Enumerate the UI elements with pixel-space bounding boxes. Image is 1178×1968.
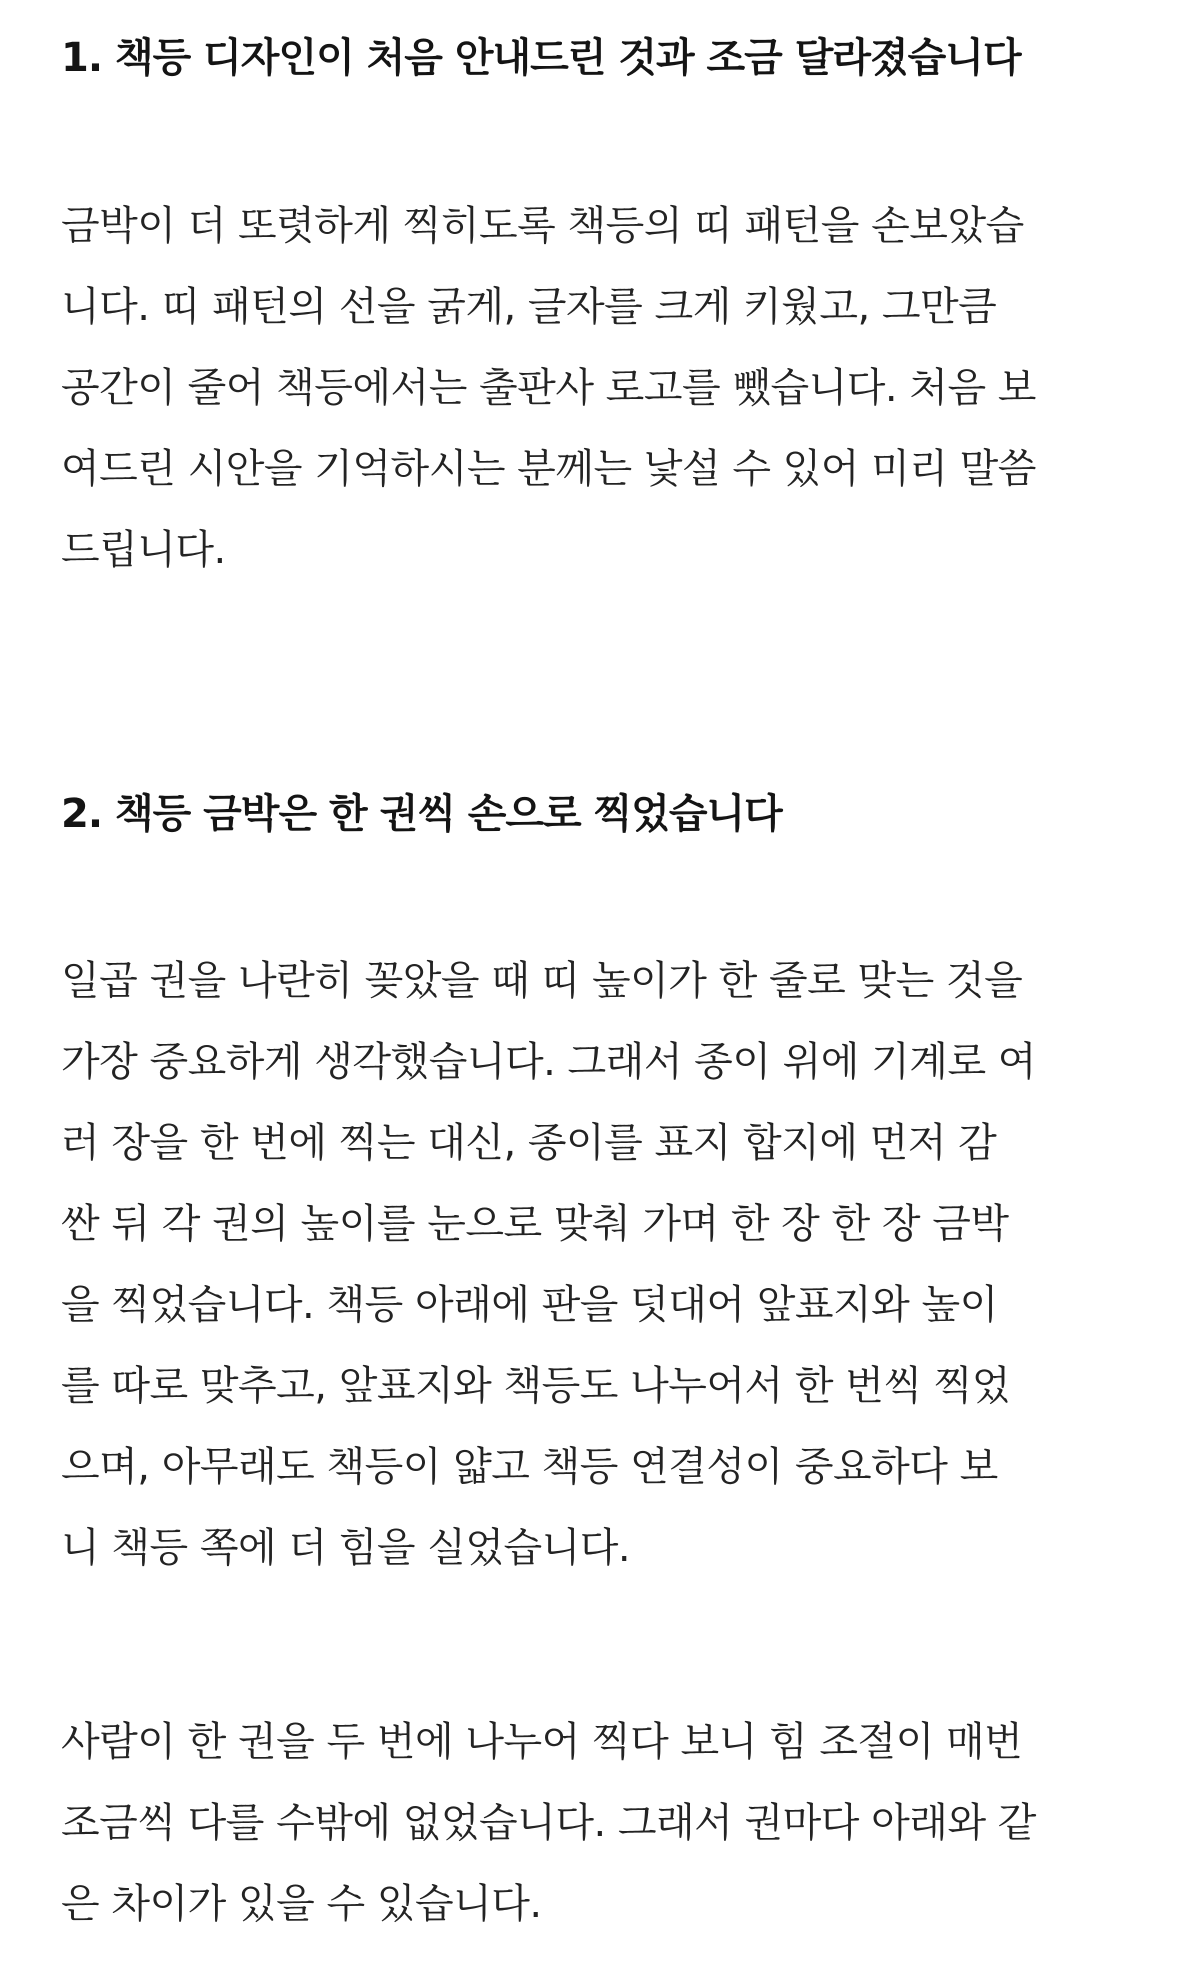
text-line: 으며, 아무래도 책등이 얇고 책등 연결성이 중요하다 보	[61, 1444, 998, 1490]
text-line: 사람이 한 권을 두 번에 나누어 찍다 보니 힘 조절이 매번	[61, 1719, 1023, 1765]
section-1-paragraph-1	[61, 186, 1118, 591]
text-line: 은 차이가 있을 수 있습니다.	[61, 1881, 542, 1927]
text-line: 니다. 띠 패턴의 선을 굵게, 글자를 크게 키웠고, 그만큼	[61, 284, 997, 330]
text-line: 를 따로 맞추고, 앞표지와 책등도 나누어서 한 번씩 찍었	[61, 1363, 1011, 1409]
text-line: 일곱 권을 나란히 꽂았을 때 띠 높이가 한 줄로 맞는 것을	[61, 958, 1023, 1004]
text-line: 금박이 더 또렷하게 찍히도록 책등의 띠 패턴을 손보았습	[61, 203, 1024, 249]
text-line: 여드린 시안을 기억하시는 분께는 낯설 수 있어 미리 말씀	[61, 446, 1036, 492]
text-line: 가장 중요하게 생각했습니다. 그래서 종이 위에 기계로 여	[61, 1039, 1036, 1085]
text-line: 조금씩 다를 수밖에 없었습니다. 그래서 권마다 아래와 같	[61, 1800, 1036, 1846]
text-line: 드립니다.	[61, 527, 226, 573]
text-line: 러 장을 한 번에 찍는 대신, 종이를 표지 합지에 먼저 감	[61, 1120, 997, 1166]
section-1-heading: 1. 책등 디자인이 처음 안내드린 것과 조금 달라졌습니다	[61, 35, 1021, 81]
section-2-heading: 2. 책등 금박은 한 권씩 손으로 찍었습니다	[61, 791, 782, 837]
text-line: 싼 뒤 각 권의 높이를 눈으로 맞춰 가며 한 장 한 장 금박	[61, 1201, 1009, 1247]
section-2-paragraph-1	[61, 941, 1118, 1589]
text-line: 공간이 줄어 책등에서는 출판사 로고를 뺐습니다. 처음 보	[61, 365, 1036, 411]
text-line: 니 책등 쪽에 더 힘을 실었습니다.	[61, 1525, 631, 1571]
section-2-paragraph-2	[61, 1702, 1118, 1945]
text-line: 을 찍었습니다. 책등 아래에 판을 덧대어 앞표지와 높이	[61, 1282, 998, 1328]
